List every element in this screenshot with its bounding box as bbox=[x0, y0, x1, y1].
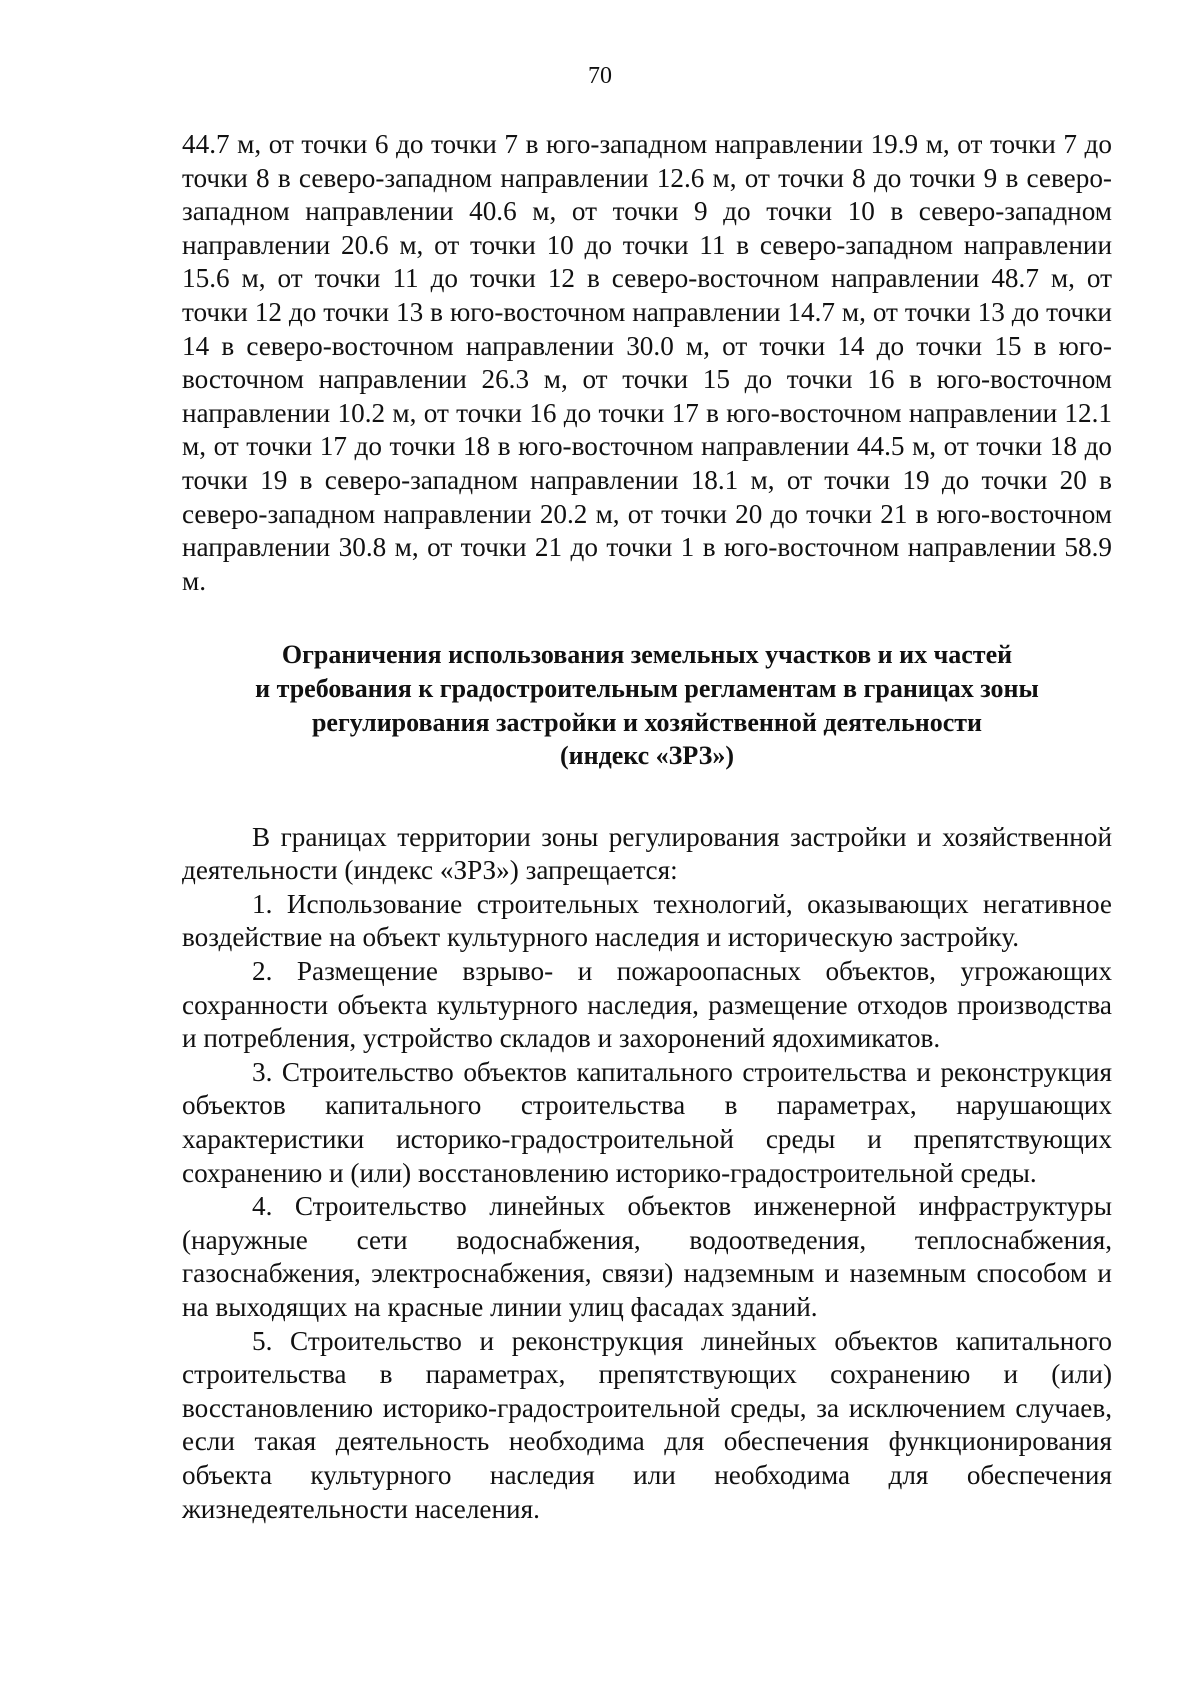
page-content bbox=[182, 128, 1112, 1526]
section-heading-line-1: Ограничения использования земельных участков и их частей bbox=[281, 640, 1013, 670]
continuation-paragraph: 44.7 м, от точки 6 до точки 7 в юго-западном направлении 19.9 м, от точки 7 до точки 8 в северо-западном направлении 12.6 м, от точки 8 до точки 9 в северо-западном направлении 40.6 м, от точки 9 до точки 10 в северо-западном направлении 20.6 м, от точки 10 до точки 11 в северо-западном направлении 15.6 м, от точки 11 до точки 12 в северо-восточном направлении 48.7 м, от точки 12 до точки 13 в юго-восточном направлении 14.7 м, от точки 13 до точки 14 в северо-восточном направлении 30.0 м, от точки 14 до точки 15 в юго-восточном направлении 26.3 м, от точки 15 до точки 16 в юго-восточном направлении 10.2 м, от точки 16 до точки 17 в юго-восточном направлении 12.1 м, от точки 17 до точки 18 в юго-восточном направлении 44.5 м, от точки 18 до точки 19 в северо-западном направлении 18.1 м, от точки 19 до точки 20 в северо-западном направлении 20.2 м, от точки 20 до точки 21 в юго-восточном направлении 30.8 м, от точки 21 до точки 1 в юго-восточном направлении 58.9 м. bbox=[182, 129, 1112, 596]
list-item-3: 3. Строительство объектов капитального строительства и реконструкция объектов капитального строительства в параметрах, нарушающих характеристики историко-градостроительной среды и препятствующих сохранению и (или) восстановлению историко-градостроительной среды. bbox=[182, 1056, 1112, 1188]
list-item-1: 1. Использование строительных технологий, оказывающих негативное воздействие на объект культурного наследия и историческую застройку. bbox=[182, 888, 1112, 953]
intro-paragraph: В границах территории зоны регулирования застройки и хозяйственной деятельности (индекс «ЗРЗ») запрещается: bbox=[182, 821, 1112, 886]
section-heading-line-4: (индекс «ЗРЗ») bbox=[560, 741, 734, 771]
page-number: 70 bbox=[588, 63, 612, 89]
list-item-2: 2. Размещение взрыво- и пожароопасных объектов, угрожающих сохранности объекта культурного наследия, размещение отходов производства и потребления, устройство складов и захоронений ядохимикатов. bbox=[182, 956, 1112, 1054]
section-heading bbox=[182, 638, 1112, 772]
list-item-4: 4. Строительство линейных объектов инженерной инфраструктуры (наружные сети водоснабжения, водоотведения, теплоснабжения, газоснабжения, электроснабжения, связи) надземным и наземным способом и на выходящих на красные линии улиц фасадах зданий. bbox=[182, 1191, 1112, 1322]
section-heading-line-3: регулирования застройки и хозяйственной деятельности bbox=[311, 707, 983, 737]
list-item-5: 5. Строительство и реконструкция линейных объектов капитального строительства в параметрах, препятствующих сохранению и (или) восстановлению историко-градостроительной среды, за исключением случаев, если такая деятельность необходима для обеспечения функционирования объекта культурного наследия или необходима для обеспечения жизнедеятельности населения. bbox=[182, 1325, 1112, 1524]
section-heading-line-2: и требования к градостроительным регламентам в границах зоны bbox=[255, 673, 1039, 703]
